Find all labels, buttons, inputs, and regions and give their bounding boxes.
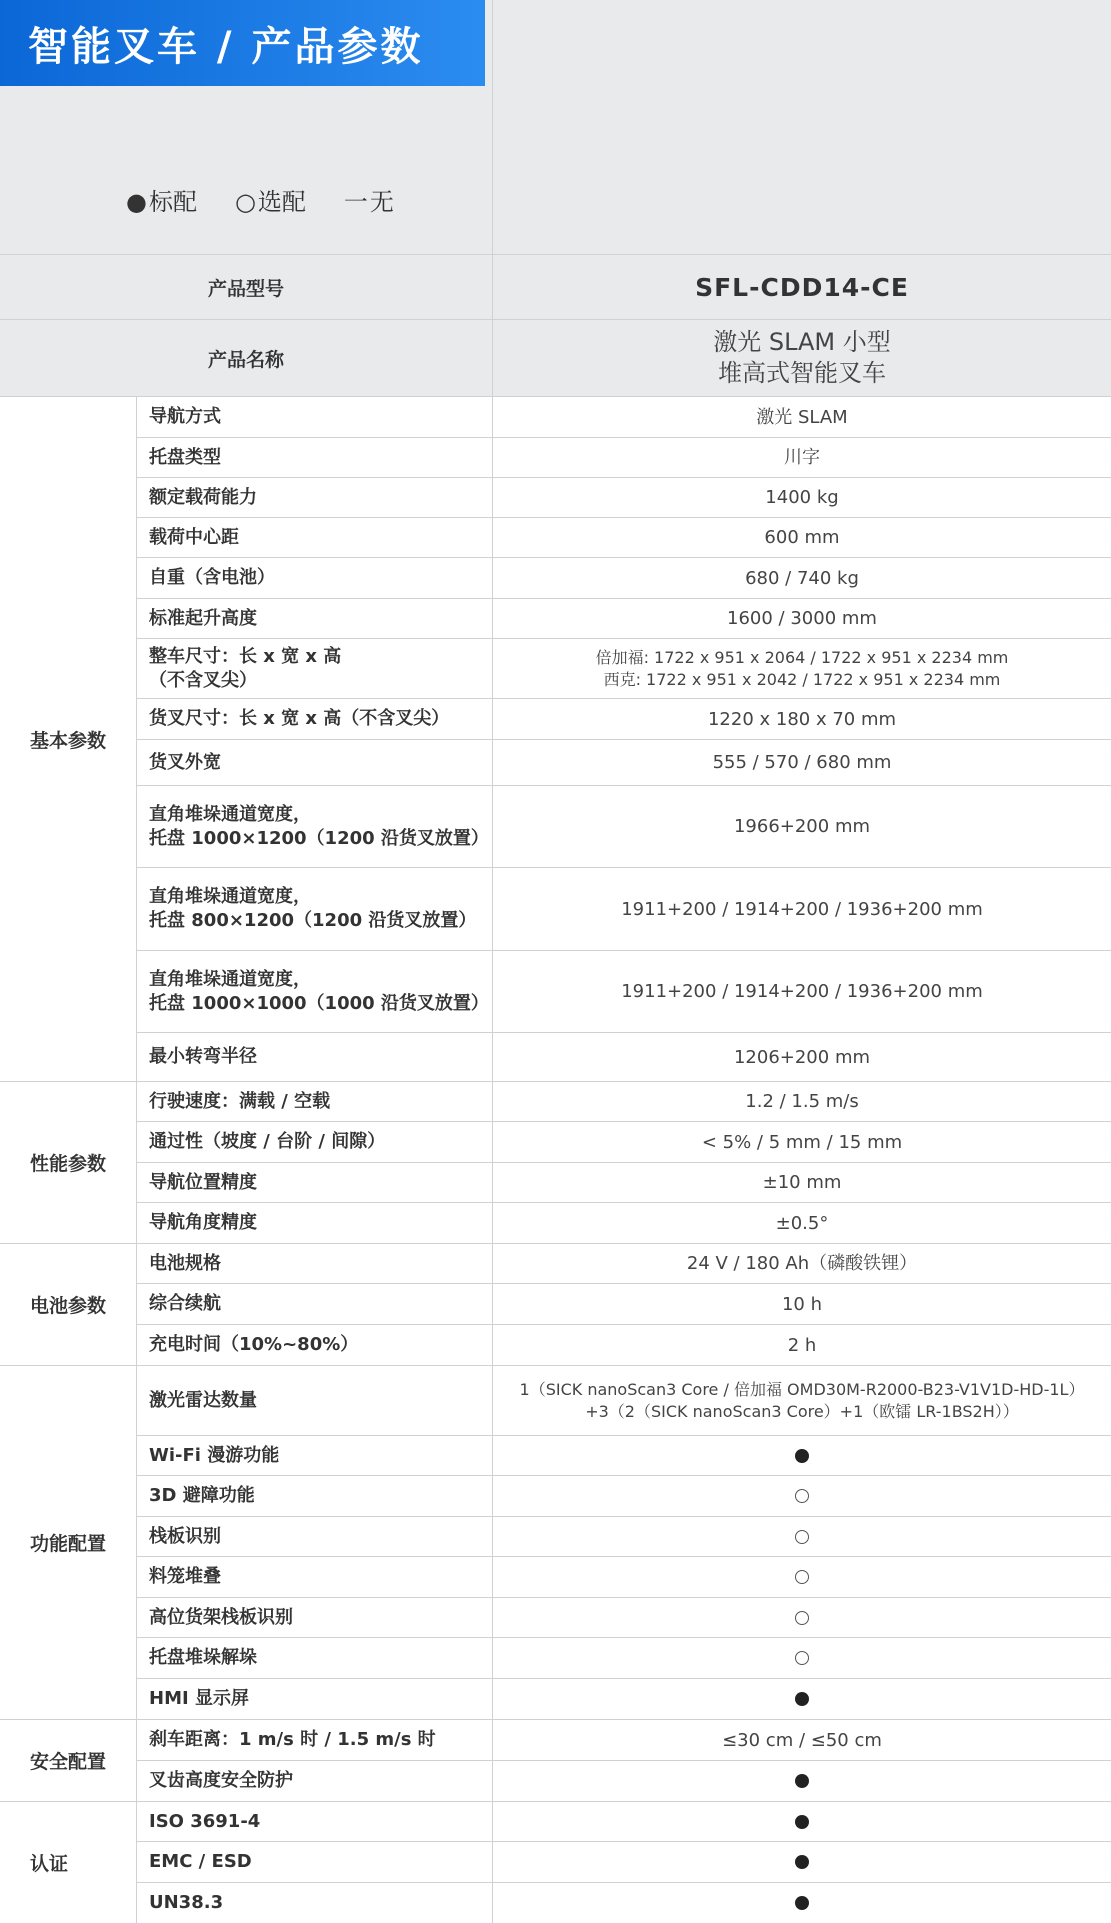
group-function bbox=[0, 1366, 1111, 1720]
group-name: 认证 bbox=[0, 1802, 137, 1923]
model-row bbox=[0, 255, 1111, 320]
spec-row: 直角堆垛通道宽度， 托盘 800×1200（1200 沿货叉放置） 1911+200 / 1914+200 / 1936+200 mm bbox=[137, 868, 1111, 951]
optional-circle-icon bbox=[795, 1489, 809, 1503]
standard-dot-icon bbox=[795, 1449, 809, 1463]
spec-row: HMI 显示屏 bbox=[137, 1679, 1111, 1719]
spec-row: 载荷中心距 600 mm bbox=[137, 518, 1111, 558]
spec-row: 行驶速度：满载 / 空载 1.2 / 1.5 m/s bbox=[137, 1082, 1111, 1122]
spec-row: 电池规格 24 V / 180 Ah（磷酸铁锂） bbox=[137, 1244, 1111, 1284]
model-label: 产品型号 bbox=[0, 255, 493, 319]
spec-row: 货叉外宽 555 / 570 / 680 mm bbox=[137, 740, 1111, 786]
optional-circle-icon bbox=[795, 1530, 809, 1544]
spec-row: 高位货架栈板识别 bbox=[137, 1598, 1111, 1638]
spec-row: EMC / ESD bbox=[137, 1842, 1111, 1883]
spec-row: UN38.3 bbox=[137, 1883, 1111, 1923]
group-performance bbox=[0, 1082, 1111, 1244]
spec-row: 导航位置精度 ±10 mm bbox=[137, 1163, 1111, 1203]
name-value: 激光 SLAM 小型 堆高式智能叉车 bbox=[713, 328, 891, 387]
spec-row: 导航角度精度 ±0.5° bbox=[137, 1203, 1111, 1243]
spec-row: 充电时间（10%~80%） 2 h bbox=[137, 1325, 1111, 1365]
spec-row: 通过性（坡度 / 台阶 / 间隙） < 5% / 5 mm / 15 mm bbox=[137, 1122, 1111, 1163]
group-basic bbox=[0, 397, 1111, 1082]
optional-circle-icon bbox=[795, 1611, 809, 1625]
spec-table bbox=[0, 254, 1111, 1923]
header-right-panel bbox=[493, 0, 1111, 254]
standard-dot-icon bbox=[795, 1815, 809, 1829]
standard-dot-icon bbox=[795, 1692, 809, 1706]
spec-row: 托盘类型 川字 bbox=[137, 438, 1111, 478]
model-value: SFL-CDD14-CE bbox=[695, 272, 909, 302]
spec-row: 导航方式 激光 SLAM bbox=[137, 397, 1111, 438]
spec-row: Wi-Fi 漫游功能 bbox=[137, 1436, 1111, 1476]
standard-dot-icon bbox=[795, 1896, 809, 1910]
spec-row: 直角堆垛通道宽度， 托盘 1000×1200（1200 沿货叉放置） 1966+200 mm bbox=[137, 786, 1111, 868]
spec-row: 托盘堆垛解垛 bbox=[137, 1638, 1111, 1679]
standard-dot-icon bbox=[795, 1774, 809, 1788]
spec-row: 自重（含电池） 680 / 740 kg bbox=[137, 558, 1111, 599]
spec-row: 刹车距离：1 m/s 时 / 1.5 m/s 时 ≤30 cm / ≤50 cm bbox=[137, 1720, 1111, 1761]
group-cert bbox=[0, 1802, 1111, 1923]
optional-circle-icon bbox=[795, 1651, 809, 1665]
spec-row: 标准起升高度 1600 / 3000 mm bbox=[137, 599, 1111, 639]
spec-row: ISO 3691-4 bbox=[137, 1802, 1111, 1842]
spec-row: 整车尺寸：长 x 宽 x 高 （不含叉尖） 倍加福: 1722 x 951 x 2064 / 1722 x 951 x 2234 mm 西克: 1722 x 951 x 2042 / 1722 x 951 x 2234 mm bbox=[137, 639, 1111, 699]
spec-row: 直角堆垛通道宽度， 托盘 1000×1000（1000 沿货叉放置） 1911+200 / 1914+200 / 1936+200 mm bbox=[137, 951, 1111, 1033]
legend-standard: ●标配 bbox=[126, 188, 197, 216]
legend-none: 一无 bbox=[343, 188, 394, 216]
optional-circle-icon bbox=[795, 1570, 809, 1584]
spec-row: 最小转弯半径 1206+200 mm bbox=[137, 1033, 1111, 1081]
legend-optional: ○选配 bbox=[234, 188, 306, 216]
spec-row: 综合续航 10 h bbox=[137, 1284, 1111, 1325]
spec-row: 货叉尺寸：长 x 宽 x 高（不含叉尖） 1220 x 180 x 70 mm bbox=[137, 699, 1111, 740]
standard-dot-icon bbox=[795, 1855, 809, 1869]
spec-row: 叉齿高度安全防护 bbox=[137, 1761, 1111, 1801]
group-battery bbox=[0, 1244, 1111, 1366]
spec-row: 额定载荷能力 1400 kg bbox=[137, 478, 1111, 518]
spec-row: 料笼堆叠 bbox=[137, 1557, 1111, 1598]
group-name: 功能配置 bbox=[0, 1366, 137, 1719]
group-name: 性能参数 bbox=[0, 1082, 137, 1243]
spec-row: 激光雷达数量 1（SICK nanoScan3 Core / 倍加福 OMD30M-R2000-B23-V1V1D-HD-1L） +3（2（SICK nanoScan3 Core）+1（欧镭 LR-1BS2H）） bbox=[137, 1366, 1111, 1436]
name-label: 产品名称 bbox=[0, 320, 493, 396]
spec-row: 栈板识别 bbox=[137, 1517, 1111, 1557]
group-name: 电池参数 bbox=[0, 1244, 137, 1365]
legend bbox=[126, 182, 394, 217]
name-row bbox=[0, 320, 1111, 397]
header-left-panel bbox=[0, 0, 493, 254]
sheet-header bbox=[0, 0, 1111, 254]
group-name: 基本参数 bbox=[0, 397, 137, 1081]
group-name: 安全配置 bbox=[0, 1720, 137, 1801]
spec-row: 3D 避障功能 bbox=[137, 1476, 1111, 1517]
page-title: 智能叉车 / 产品参数 bbox=[0, 0, 485, 86]
group-safety bbox=[0, 1720, 1111, 1802]
